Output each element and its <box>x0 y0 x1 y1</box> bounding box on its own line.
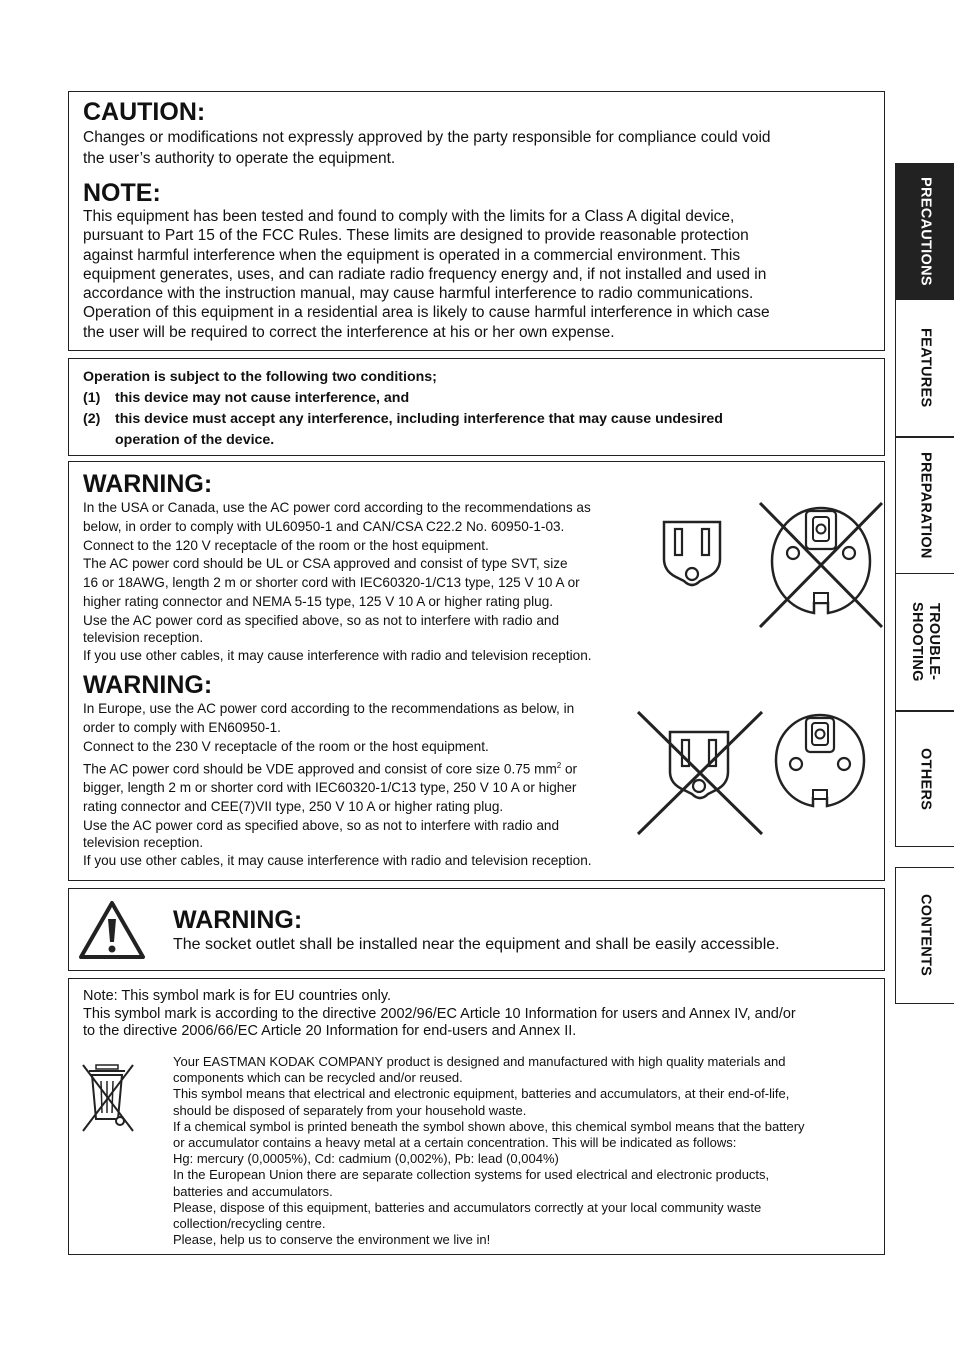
caution-note-box <box>68 91 885 351</box>
caution-line-2: the user’s authority to operate the equipment. <box>83 150 396 167</box>
warning-eu-line: order to comply with EN60950-1. <box>83 720 281 736</box>
eu-detail-line: This symbol means that electrical and electronic equipment, batteries and accumulators, at their end-of-life, <box>173 1086 790 1102</box>
warning-eu-heading: WARNING: <box>83 671 213 700</box>
warning-usa-line: The AC power cord should be UL or CSA approved and consist of type SVT, size <box>83 556 568 572</box>
note-line-4: equipment generates, uses, and can radiate radio frequency energy and, if not installed and used in <box>83 265 767 283</box>
caution-heading: CAUTION: <box>83 98 206 126</box>
tab-preparation[interactable] <box>895 437 954 574</box>
warning-usa-heading: WARNING: <box>83 470 213 498</box>
nema-plug-icon <box>660 519 724 591</box>
eu-recycling-notice-box <box>68 978 885 1255</box>
warning-usa-line: below, in order to comply with UL60950-1 and CAN/CSA C22.2 No. 60950-1-03. <box>83 518 565 534</box>
eu-notice-line: This symbol mark is according to the directive 2002/96/EC Article 10 Information for users and Annex IV, and/or <box>83 1005 796 1022</box>
note-line-6: Operation of this equipment in a residential area is likely to cause harmful interference in which case <box>83 304 770 322</box>
tab-others[interactable] <box>895 711 954 847</box>
note-line-2: pursuant to Part 15 of the FCC Rules. These limits are designed to provide reasonable protection <box>83 227 749 245</box>
condition-text: this device must accept any interference, including interference that may cause undesired <box>115 411 723 427</box>
warning-eu-line: In Europe, use the AC power cord according to the recommendations as below, in <box>83 701 575 717</box>
condition-item-1 <box>83 388 884 409</box>
warning-usa-line: If you use other cables, it may cause interference with radio and television reception. <box>83 647 592 663</box>
warning-usa-line: Connect to the 120 V receptacle of the room or the host equipment. <box>83 537 489 553</box>
eu-detail-line: Hg: mercury (0,0005%), Cd: cadmium (0,002%), Pb: lead (0,004%) <box>173 1151 559 1167</box>
tab-troubleshooting[interactable] <box>895 574 954 711</box>
tab-label: PRECAUTIONS <box>917 177 934 286</box>
eu-detail-line: components which can be recycled and/or reused. <box>173 1070 463 1086</box>
warning-eu-line: If you use other cables, it may cause interference with radio and television reception. <box>83 852 592 868</box>
warning-usa-line: Use the AC power cord as specified above, so as not to interfere with radio and <box>83 612 560 628</box>
tab-contents[interactable] <box>895 867 954 1004</box>
warning-usa-line: In the USA or Canada, use the AC power cord according to the recommendations as <box>83 500 591 515</box>
socket-warning-text: The socket outlet shall be installed near the equipment and shall be easily accessible. <box>173 936 780 953</box>
eu-detail-line: Please, dispose of this equipment, batteries and accumulators correctly at your local community waste <box>173 1199 762 1215</box>
eu-detail-line: batteries and accumulators. <box>173 1183 333 1199</box>
warning-eu-line: Use the AC power cord as specified above, so as not to interfere with radio and <box>83 817 560 833</box>
condition-text: this device may not cause interference, and <box>115 390 410 406</box>
warning-eu-line: rating connector and CEE(7)VII type, 250 V 10 A or higher rating plug. <box>83 798 504 814</box>
core-size-text: The AC power cord should be VDE approved and consist of core size 0.75 mm <box>83 761 557 777</box>
eu-notice-line: to the directive 2006/66/EC Article 20 Information for end-users and Annex II. <box>83 1023 577 1039</box>
eu-detail-line: collection/recycling centre. <box>173 1216 326 1232</box>
warning-eu-line: television reception. <box>83 835 204 851</box>
eu-detail-line: should be disposed of separately from your household waste. <box>173 1102 527 1118</box>
socket-warning-box <box>68 888 885 971</box>
nema-plug-crossed-icon <box>636 710 764 836</box>
core-size-text-end: or <box>561 761 578 777</box>
tab-label: PREPARATION <box>917 452 934 559</box>
warning-usa-line: television reception. <box>83 630 204 646</box>
schuko-socket-icon <box>770 712 870 816</box>
tab-label: CONTENTS <box>917 894 934 977</box>
warning-triangle-icon <box>77 899 147 961</box>
eu-detail-line: Please, help us to conserve the environment we live in! <box>173 1232 491 1248</box>
condition-number: (1) <box>83 390 101 406</box>
note-heading: NOTE: <box>83 179 161 207</box>
eu-detail-line: In the European Union there are separate collection systems for used electrical and electronic products, <box>173 1167 770 1183</box>
conditions-intro: Operation is subject to the following two conditions; <box>83 369 437 385</box>
eu-detail-line: If a chemical symbol is printed beneath the symbol shown above, this chemical symbol means that the battery <box>173 1118 805 1134</box>
note-line-5: accordance with the instruction manual, may cause harmful interference to radio communications. <box>83 285 754 303</box>
eu-detail-line: or accumulator contains a heavy metal at a certain concentration. This will be indicated as follows: <box>173 1135 737 1151</box>
tab-label: FEATURES <box>917 328 934 408</box>
note-line-3: against harmful interference when the equipment is operated in a commercial environment. This <box>83 246 741 264</box>
note-line-1: This equipment has been tested and found to comply with the limits for a Class A digital device, <box>83 208 735 225</box>
schuko-socket-crossed-icon <box>758 501 884 629</box>
tab-features[interactable] <box>895 300 954 437</box>
warning-usa-line: higher rating connector and NEMA 5-15 type, 125 V 10 A or higher rating plug. <box>83 593 554 609</box>
crossed-out-wheelie-bin-icon <box>79 1061 139 1135</box>
condition-item-2-continued: operation of the device. <box>115 432 275 448</box>
conditions-box <box>68 358 885 456</box>
socket-warning-heading: WARNING: <box>173 906 303 934</box>
condition-number: (2) <box>83 411 101 427</box>
warning-usa-line: 16 or 18AWG, length 2 m or shorter cord with IEC60320-1/C13 type, 125 V 10 A or <box>83 575 580 591</box>
tab-label: TROUBLE- SHOOTING <box>909 602 942 682</box>
eu-detail-line: Your EASTMAN KODAK COMPANY product is designed and manufactured with high quality materials and <box>173 1054 786 1069</box>
note-line-7: the user will be required to correct the interference at his or her own expense. <box>83 323 615 341</box>
warning-eu-line: bigger, length 2 m or shorter cord with IEC60320-1/C13 type, 250 V 10 A or higher <box>83 780 577 795</box>
caution-line-1: Changes or modifications not expressly approved by the party responsible for compliance could void <box>83 129 771 146</box>
warning-eu-line: Connect to the 230 V receptacle of the room or the host equipment. <box>83 738 489 754</box>
tab-label: OTHERS <box>917 747 934 811</box>
condition-item-2 <box>83 409 884 430</box>
squared-superscript: 2 <box>556 760 562 770</box>
tab-precautions[interactable] <box>895 163 954 300</box>
eu-notice-line: Note: This symbol mark is for EU countries only. <box>83 988 392 1004</box>
